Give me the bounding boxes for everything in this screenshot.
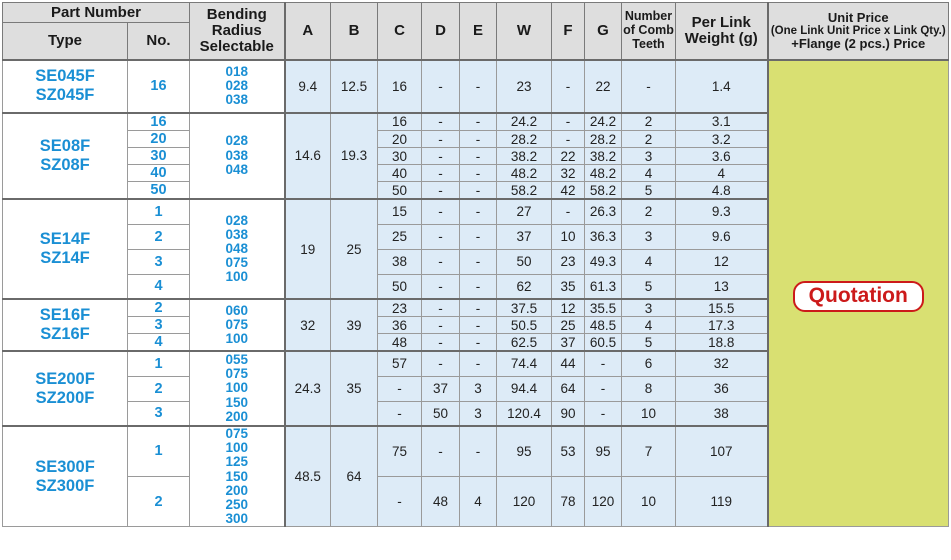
dim-d-cell: -: [422, 113, 460, 131]
dim-d-cell: -: [422, 426, 460, 476]
col-d-header: D: [422, 3, 460, 60]
dim-f-cell: 90: [552, 401, 585, 426]
dim-teeth-cell: 3: [622, 224, 676, 249]
bending-radius-header-line: Bending: [206, 6, 267, 24]
no-header: No.: [128, 23, 190, 60]
dim-weight-cell: 4.8: [676, 182, 768, 200]
price-table-container: [2, 2, 948, 527]
dim-d-cell: -: [422, 148, 460, 165]
dim-b-cell: 64: [331, 426, 378, 527]
bending-radius-cell: [190, 351, 285, 426]
dim-f-cell: -: [552, 131, 585, 148]
dim-e-cell: 4: [460, 476, 497, 526]
bending-radius-cell: [190, 113, 285, 200]
quotation-badge[interactable]: Quotation: [793, 281, 924, 312]
dim-e-cell: -: [460, 274, 497, 299]
dim-weight-cell: 3.1: [676, 113, 768, 131]
dim-c-cell: 57: [378, 351, 422, 376]
per-link-weight-header: [676, 3, 768, 60]
radius-value: 075: [225, 426, 249, 441]
dim-a-cell: 9.4: [285, 60, 331, 113]
bending-radius-cell: [190, 199, 285, 299]
type-cell: [3, 60, 128, 113]
dim-d-cell: -: [422, 165, 460, 182]
dim-d-cell: -: [422, 131, 460, 148]
dim-weight-cell: 4: [676, 165, 768, 182]
per-link-weight-header-line: Per Link: [691, 14, 751, 31]
radius-value: 125: [225, 454, 249, 470]
dim-teeth-cell: 3: [622, 148, 676, 165]
dim-weight-cell: 36: [676, 376, 768, 401]
bending-radius-cell: [190, 60, 285, 113]
no-cell: 2: [128, 476, 190, 526]
dim-c-cell: 40: [378, 165, 422, 182]
dim-teeth-cell: 3: [622, 299, 676, 317]
type-cell: [3, 426, 128, 527]
dim-g-cell: -: [585, 401, 622, 426]
no-cell: 2: [128, 224, 190, 249]
col-f-header: F: [552, 3, 585, 60]
radius-value: 250: [225, 496, 249, 512]
dim-teeth-cell: 4: [622, 317, 676, 334]
dim-e-cell: -: [460, 199, 497, 224]
dim-g-cell: -: [585, 351, 622, 376]
dim-w-cell: 38.2: [497, 148, 552, 165]
dim-e-cell: 3: [460, 401, 497, 426]
dim-g-cell: 38.2: [585, 148, 622, 165]
dim-teeth-cell: 8: [622, 376, 676, 401]
dim-c-cell: 15: [378, 199, 422, 224]
bending-radius-header-line: Selectable: [199, 37, 274, 55]
type-cell: [3, 199, 128, 299]
dim-d-cell: -: [422, 60, 460, 113]
radius-value: 060: [225, 302, 249, 318]
unit-price-header-title: Unit Price: [827, 10, 889, 26]
dim-weight-cell: 3.2: [676, 131, 768, 148]
type-code: SE045F: [35, 67, 95, 86]
dim-c-cell: 16: [378, 113, 422, 131]
radius-value: 018: [225, 63, 249, 79]
dim-e-cell: -: [460, 165, 497, 182]
radius-value: 075: [225, 366, 249, 382]
no-cell: 1: [128, 351, 190, 376]
dim-weight-cell: 18.8: [676, 334, 768, 352]
dim-teeth-cell: 2: [622, 199, 676, 224]
dim-f-cell: 78: [552, 476, 585, 526]
radius-value: 028: [225, 77, 249, 93]
dim-w-cell: 74.4: [497, 351, 552, 376]
no-cell: 1: [128, 426, 190, 476]
dim-c-cell: 50: [378, 182, 422, 200]
dim-g-cell: 24.2: [585, 113, 622, 131]
col-a-header: A: [285, 3, 331, 60]
dim-g-cell: 60.5: [585, 334, 622, 352]
unit-price-header-note: (One Link Unit Price x Link Qty.): [770, 24, 946, 37]
type-header: Type: [3, 23, 128, 60]
comb-teeth-header-line: Number: [624, 9, 673, 24]
type-cell: [3, 299, 128, 351]
dim-c-cell: 23: [378, 299, 422, 317]
radius-value: 150: [225, 394, 249, 410]
dim-g-cell: 35.5: [585, 299, 622, 317]
no-cell: 2: [128, 299, 190, 317]
dim-weight-cell: 119: [676, 476, 768, 526]
dim-g-cell: 95: [585, 426, 622, 476]
dim-a-cell: 32: [285, 299, 331, 351]
radius-value: 100: [225, 440, 249, 456]
dim-teeth-cell: 10: [622, 476, 676, 526]
part-number-header: Part Number: [3, 3, 190, 23]
dim-c-cell: 38: [378, 249, 422, 274]
dim-d-cell: -: [422, 199, 460, 224]
dim-w-cell: 27: [497, 199, 552, 224]
bending-radius-cell: [190, 426, 285, 527]
dim-w-cell: 23: [497, 60, 552, 113]
type-code: SZ045F: [35, 86, 95, 104]
type-code: SZ14F: [40, 249, 90, 267]
dim-f-cell: 23: [552, 249, 585, 274]
no-cell: 16: [128, 113, 190, 131]
dim-e-cell: -: [460, 299, 497, 317]
col-c-header: C: [378, 3, 422, 60]
dim-d-cell: -: [422, 249, 460, 274]
dim-c-cell: 25: [378, 224, 422, 249]
dim-g-cell: 49.3: [585, 249, 622, 274]
dim-weight-cell: 107: [676, 426, 768, 476]
unit-price-header-flange: +Flange (2 pcs.) Price: [791, 35, 926, 51]
dim-w-cell: 37.5: [497, 299, 552, 317]
dim-e-cell: -: [460, 182, 497, 200]
radius-value: 038: [225, 92, 249, 108]
bending-radius-header-line: Radius: [211, 21, 262, 39]
dim-weight-cell: 32: [676, 351, 768, 376]
dim-w-cell: 95: [497, 426, 552, 476]
dim-weight-cell: 17.3: [676, 317, 768, 334]
dim-b-cell: 25: [331, 199, 378, 299]
no-cell: 40: [128, 165, 190, 182]
dim-w-cell: 62.5: [497, 334, 552, 352]
radius-value: 028: [225, 212, 249, 228]
no-cell: 3: [128, 249, 190, 274]
dim-g-cell: 36.3: [585, 224, 622, 249]
dim-d-cell: -: [422, 334, 460, 352]
dim-e-cell: -: [460, 426, 497, 476]
dim-w-cell: 58.2: [497, 182, 552, 200]
dim-weight-cell: 9.3: [676, 199, 768, 224]
dim-d-cell: -: [422, 351, 460, 376]
no-cell: 50: [128, 182, 190, 200]
table-row: [3, 60, 949, 113]
dim-a-cell: 19: [285, 199, 331, 299]
dim-c-cell: 50: [378, 274, 422, 299]
no-cell: 20: [128, 131, 190, 148]
no-cell: 30: [128, 148, 190, 165]
dim-w-cell: 120: [497, 476, 552, 526]
dim-f-cell: -: [552, 113, 585, 131]
type-code: SE200F: [35, 369, 95, 388]
type-code: SZ08F: [40, 155, 90, 174]
dim-f-cell: 64: [552, 376, 585, 401]
dim-e-cell: -: [460, 113, 497, 131]
dim-e-cell: -: [460, 249, 497, 274]
dim-g-cell: 58.2: [585, 182, 622, 200]
dim-f-cell: 22: [552, 148, 585, 165]
radius-value: 200: [225, 408, 249, 424]
dim-e-cell: -: [460, 224, 497, 249]
dim-f-cell: 37: [552, 334, 585, 352]
dim-e-cell: -: [460, 148, 497, 165]
no-cell: 3: [128, 401, 190, 426]
type-cell: [3, 351, 128, 426]
dim-f-cell: 53: [552, 426, 585, 476]
dim-teeth-cell: 5: [622, 182, 676, 200]
dim-teeth-cell: -: [622, 60, 676, 113]
dim-c-cell: 48: [378, 334, 422, 352]
col-e-header: E: [460, 3, 497, 60]
dim-e-cell: -: [460, 60, 497, 113]
type-code: SE08F: [39, 136, 91, 155]
type-code: SZ300F: [35, 476, 95, 495]
dim-e-cell: -: [460, 351, 497, 376]
dim-c-cell: -: [378, 401, 422, 426]
dim-c-cell: 20: [378, 131, 422, 148]
radius-value: 038: [225, 226, 249, 242]
dim-w-cell: 24.2: [497, 113, 552, 131]
dim-e-cell: -: [460, 334, 497, 352]
dim-d-cell: 48: [422, 476, 460, 526]
per-link-weight-header-line: Weight (g): [684, 29, 758, 47]
dim-w-cell: 28.2: [497, 131, 552, 148]
radius-value: 028: [225, 133, 249, 149]
dim-teeth-cell: 2: [622, 113, 676, 131]
part-number-table: [2, 2, 949, 527]
type-cell: [3, 113, 128, 200]
dim-d-cell: -: [422, 224, 460, 249]
dim-b-cell: 39: [331, 299, 378, 351]
dim-w-cell: 120.4: [497, 401, 552, 426]
dim-c-cell: 75: [378, 426, 422, 476]
radius-value: 300: [225, 511, 249, 527]
dim-c-cell: -: [378, 476, 422, 526]
table-body: [3, 60, 949, 527]
no-cell: 4: [128, 334, 190, 352]
dim-f-cell: 25: [552, 317, 585, 334]
dim-teeth-cell: 4: [622, 249, 676, 274]
dim-f-cell: 12: [552, 299, 585, 317]
dim-a-cell: 14.6: [285, 113, 331, 200]
dim-teeth-cell: 7: [622, 426, 676, 476]
dim-teeth-cell: 5: [622, 334, 676, 352]
dim-d-cell: 37: [422, 376, 460, 401]
dim-a-cell: 48.5: [285, 426, 331, 527]
dim-f-cell: 44: [552, 351, 585, 376]
dim-w-cell: 50.5: [497, 317, 552, 334]
dim-f-cell: 10: [552, 224, 585, 249]
radius-value: 075: [225, 255, 249, 271]
dim-weight-cell: 12: [676, 249, 768, 274]
radius-value: 200: [225, 482, 249, 498]
dim-w-cell: 62: [497, 274, 552, 299]
dim-teeth-cell: 2: [622, 131, 676, 148]
dim-weight-cell: 1.4: [676, 60, 768, 113]
dim-f-cell: -: [552, 60, 585, 113]
radius-value: 100: [225, 380, 249, 396]
dim-weight-cell: 15.5: [676, 299, 768, 317]
type-code: SE300F: [35, 457, 95, 476]
dim-weight-cell: 38: [676, 401, 768, 426]
radius-value: 055: [225, 352, 249, 368]
dim-a-cell: 24.3: [285, 351, 331, 426]
col-b-header: B: [331, 3, 378, 60]
col-w-header: W: [497, 3, 552, 60]
radius-value: 150: [225, 468, 249, 484]
type-code: SZ200F: [35, 388, 95, 407]
radius-value: 038: [225, 147, 249, 163]
dim-g-cell: 28.2: [585, 131, 622, 148]
dim-weight-cell: 13: [676, 274, 768, 299]
dim-d-cell: -: [422, 182, 460, 200]
dim-c-cell: 30: [378, 148, 422, 165]
col-g-header: G: [585, 3, 622, 60]
dim-teeth-cell: 4: [622, 165, 676, 182]
unit-price-header: [768, 3, 949, 60]
dim-e-cell: -: [460, 317, 497, 334]
dim-g-cell: 22: [585, 60, 622, 113]
bending-radius-header: [190, 3, 285, 60]
no-cell: 1: [128, 199, 190, 224]
dim-teeth-cell: 5: [622, 274, 676, 299]
no-cell: 16: [128, 60, 190, 113]
dim-w-cell: 94.4: [497, 376, 552, 401]
dim-g-cell: -: [585, 376, 622, 401]
dim-e-cell: -: [460, 131, 497, 148]
dim-g-cell: 120: [585, 476, 622, 526]
type-code: SZ16F: [40, 325, 90, 343]
comb-teeth-header: [622, 3, 676, 60]
radius-value: 100: [225, 331, 249, 347]
dim-g-cell: 48.2: [585, 165, 622, 182]
dim-g-cell: 26.3: [585, 199, 622, 224]
dim-teeth-cell: 10: [622, 401, 676, 426]
dim-b-cell: 19.3: [331, 113, 378, 200]
dim-b-cell: 35: [331, 351, 378, 426]
dim-c-cell: 16: [378, 60, 422, 113]
dim-teeth-cell: 6: [622, 351, 676, 376]
dim-d-cell: 50: [422, 401, 460, 426]
dim-f-cell: 35: [552, 274, 585, 299]
radius-value: 100: [225, 269, 249, 285]
dim-w-cell: 50: [497, 249, 552, 274]
dim-b-cell: 12.5: [331, 60, 378, 113]
dim-w-cell: 48.2: [497, 165, 552, 182]
radius-value: 048: [225, 240, 249, 256]
radius-value: 048: [225, 161, 249, 177]
dim-f-cell: -: [552, 199, 585, 224]
radius-value: 075: [225, 316, 249, 332]
dim-d-cell: -: [422, 274, 460, 299]
dim-f-cell: 32: [552, 165, 585, 182]
dim-g-cell: 48.5: [585, 317, 622, 334]
dim-c-cell: 36: [378, 317, 422, 334]
type-code: SE14F: [39, 230, 91, 249]
comb-teeth-header-line: of Comb: [623, 22, 674, 37]
dim-d-cell: -: [422, 317, 460, 334]
no-cell: 2: [128, 376, 190, 401]
bending-radius-cell: [190, 299, 285, 351]
no-cell: 4: [128, 274, 190, 299]
unit-price-cell: [768, 60, 949, 527]
dim-f-cell: 42: [552, 182, 585, 200]
dim-e-cell: 3: [460, 376, 497, 401]
dim-weight-cell: 9.6: [676, 224, 768, 249]
dim-weight-cell: 3.6: [676, 148, 768, 165]
dim-d-cell: -: [422, 299, 460, 317]
type-code: SE16F: [39, 306, 91, 325]
dim-g-cell: 61.3: [585, 274, 622, 299]
comb-teeth-header-line: Teeth: [632, 36, 665, 51]
no-cell: 3: [128, 317, 190, 334]
dim-w-cell: 37: [497, 224, 552, 249]
dim-c-cell: -: [378, 376, 422, 401]
